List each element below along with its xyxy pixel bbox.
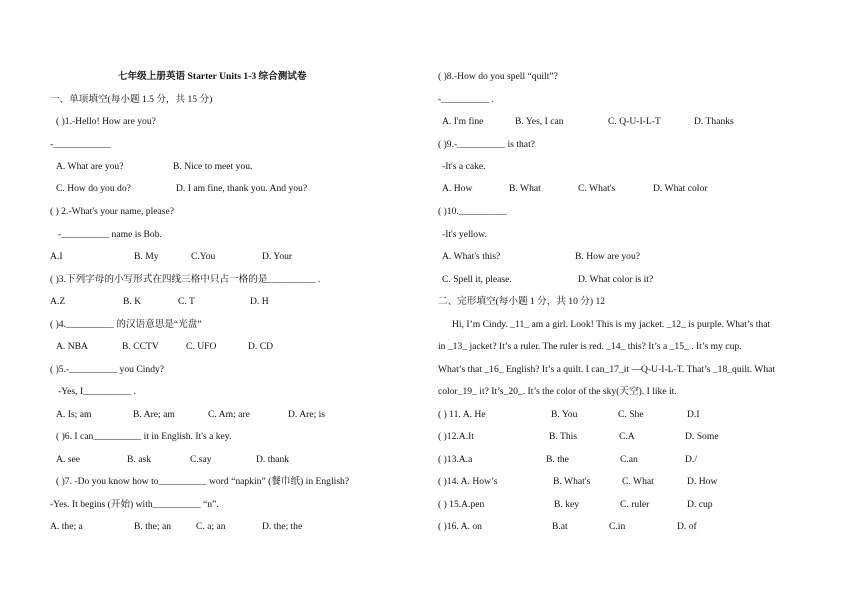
q2-option-b: B. My: [134, 251, 159, 262]
passage-line-3: What’s that _16_ English? It’s a quilt. I can_17_it —Q-U-I-L-T. That’s _18_quilt. What: [438, 364, 776, 375]
q13-option-d: D./: [685, 454, 697, 465]
question-1-stem: ( )1.-Hello! How are you?: [56, 116, 156, 127]
q6-option-b: B. ask: [127, 454, 151, 465]
q14-option-c: C. What: [622, 476, 654, 487]
q5-option-d: D. Are; is: [288, 409, 326, 420]
q7-option-b: B. the; an: [134, 521, 172, 532]
q1-option-b: B. Nice to meet you.: [173, 161, 253, 172]
q14-option-d: D. How: [687, 476, 718, 487]
q10-option-d: D. What color is it?: [578, 274, 654, 285]
q14-option-b: B. What's: [553, 476, 591, 487]
q4-option-d: D. CD: [248, 341, 274, 352]
q3-option-a: A.Z: [50, 296, 66, 307]
question-4-stem: ( )4.__________ 的汉语意思是“光盘”: [50, 319, 202, 330]
q5-option-c: C. Am; are: [208, 409, 250, 420]
section-heading-2: 二、完形填空(每小题 1 分，共 10 分) 12: [438, 296, 606, 307]
question-13-stem: ( )13.A.a: [438, 454, 473, 465]
q7-option-c: C. a; an: [196, 521, 226, 532]
q12-option-b: B. This: [549, 431, 578, 442]
q4-option-c: C. UFO: [186, 341, 217, 352]
q11-option-b: B. You: [551, 409, 578, 420]
q15-option-c: C. ruler: [620, 499, 650, 510]
question-8-stem: ( )8.-How do you spell “quilt”?: [438, 71, 558, 82]
q4-option-a: A. NBA: [56, 341, 88, 352]
question-14-stem: ( )14. A. How’s: [438, 476, 498, 487]
q13-option-b: B. the: [546, 454, 569, 465]
question-10-stem: ( )10.__________: [438, 206, 507, 217]
q7-option-a: A. the; a: [50, 521, 83, 532]
q12-option-c: C.A: [619, 431, 635, 442]
question-12-stem: ( )12.A.It: [438, 431, 474, 442]
section-heading-1: 一、单项填空(每小题 1.5 分，共 15 分): [50, 94, 213, 105]
q8-option-a: A. I'm fine: [442, 116, 484, 127]
q16-option-d: D. of: [677, 521, 697, 532]
q13-option-c: C.an: [620, 454, 638, 465]
q1-option-a: A. What are you?: [56, 161, 124, 172]
q1-option-d: D. I am fine, thank you. And you?: [176, 183, 308, 194]
q8-option-c: C. Q-U-I-L-T: [608, 116, 661, 127]
q3-option-c: C. T: [178, 296, 195, 307]
q9-option-c: C. What's: [578, 183, 616, 194]
question-16-stem: ( )16. A. on: [438, 521, 482, 532]
passage-line-1: Hi, I’m Cindy. _11_ am a girl. Look! This is my jacket. _12_ is purple. What’s that: [452, 319, 771, 330]
question-5-stem: ( )5.-__________ you Cindy?: [50, 364, 165, 375]
q6-option-c: C.say: [190, 454, 212, 465]
q8-option-d: D. Thanks: [694, 116, 734, 127]
question-9-stem: ( )9.-__________ is that?: [438, 139, 535, 150]
question-7-reply: -Yes. It begins (开始) with__________ “n”.: [50, 499, 219, 510]
q16-option-c: C.in: [609, 521, 626, 532]
q11-option-c: C. She: [618, 409, 644, 420]
q9-option-a: A. How: [442, 183, 473, 194]
q4-option-b: B. CCTV: [122, 341, 159, 352]
question-7-stem: ( )7. -Do you know how to__________ word “napkin” (餐巾纸) in English?: [56, 476, 350, 487]
question-3-stem: ( )3.下列字母的小写形式在四线三格中只占一格的是__________ .: [50, 274, 321, 285]
q3-option-d: D. H: [250, 296, 269, 307]
q5-option-b: B. Are; am: [133, 409, 175, 420]
q3-option-b: B. K: [123, 296, 142, 307]
question-10-reply: -It's yellow.: [442, 229, 487, 240]
q7-option-d: D. the; the: [262, 521, 303, 532]
q15-option-d: D. cup: [687, 499, 713, 510]
question-1-reply: -____________: [50, 139, 111, 150]
question-6-stem: ( )6. I can__________ it in English. It's a key.: [56, 431, 232, 442]
page-title: 七年级上册英语 Starter Units 1-3 综合测试卷: [118, 71, 307, 82]
q10-option-a: A. What's this?: [442, 251, 501, 262]
q1-option-c: C. How do you do?: [56, 183, 131, 194]
question-9-reply: -It's a cake.: [442, 161, 486, 172]
q12-option-d: D. Some: [685, 431, 719, 442]
q11-option-d: D.I: [687, 409, 700, 420]
q6-option-d: D. thank: [256, 454, 290, 465]
q9-option-b: B. What: [509, 183, 541, 194]
q6-option-a: A. see: [56, 454, 80, 465]
question-15-stem: ( ) 15.A.pen: [438, 499, 485, 510]
question-2-stem: ( ) 2.-What's your name, please?: [50, 206, 174, 217]
passage-line-4: color_19_ it? It’s_20_. It’s the color of the sky(天空). I like it.: [438, 386, 677, 397]
q16-option-b: B.at: [552, 521, 568, 532]
passage-line-2: in _13_ jacket? It’s a ruler. The ruler is red. _14_ this? It’s a _15_ . It’s my cup.: [438, 341, 742, 352]
question-11-stem: ( ) 11. A. He: [438, 409, 486, 420]
q2-option-a: A.I: [50, 251, 63, 262]
q10-option-b: B. How are you?: [575, 251, 641, 262]
q8-option-b: B. Yes, I can: [515, 116, 564, 127]
question-8-reply: -__________ .: [438, 94, 494, 105]
question-2-reply: -__________ name is Bob.: [58, 229, 162, 240]
q9-option-d: D. What color: [653, 183, 708, 194]
q10-option-c: C. Spell it, please.: [442, 274, 512, 285]
q5-option-a: A. Is; am: [56, 409, 92, 420]
q15-option-b: B. key: [554, 499, 580, 510]
q2-option-d: D. Your: [262, 251, 293, 262]
q2-option-c: C.You: [191, 251, 216, 262]
question-5-reply: -Yes, I__________ .: [58, 386, 136, 397]
